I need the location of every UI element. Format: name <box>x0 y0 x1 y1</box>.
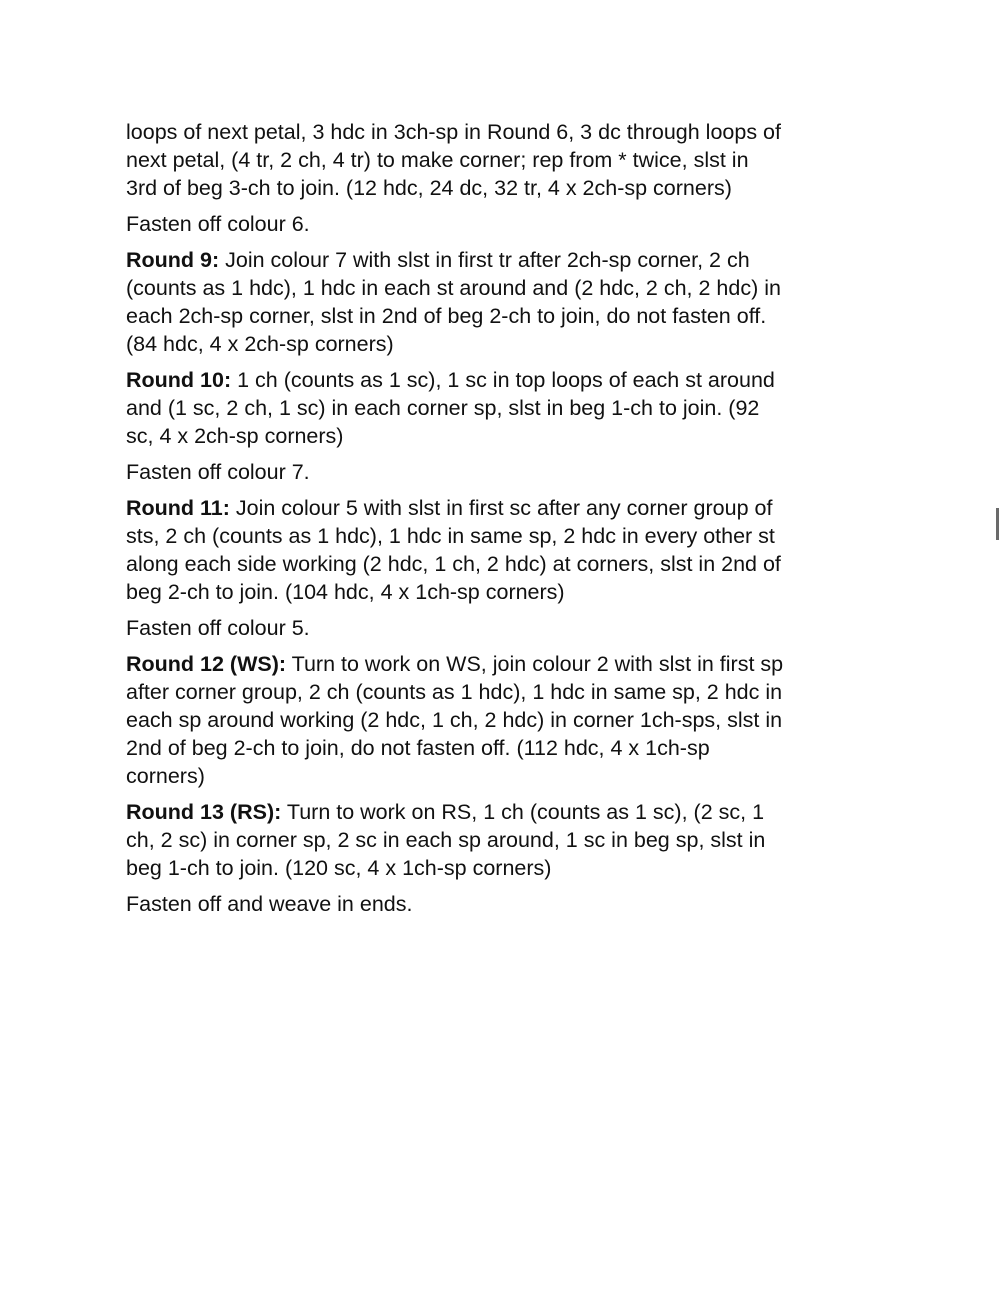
paragraph-round-13 <box>126 798 886 882</box>
paragraph-round-12 <box>126 650 886 790</box>
paragraph-fasten-off-colour-6 <box>126 210 886 238</box>
paragraph-text: Fasten off colour 5. <box>126 616 310 640</box>
paragraph-text: Turn to work on RS, 1 ch (counts as 1 sc), (2 sc, 1 ch, 2 sc) in corner sp, 2 sc in each sp around, 1 sc in beg sp, slst in beg 1-ch to join. (120 sc, 4 x 1ch-sp corners) <box>126 800 766 880</box>
paragraph-round-8-continued <box>126 118 886 202</box>
paragraph-text: 1 ch (counts as 1 sc), 1 sc in top loops of each st around and (1 sc, 2 ch, 1 sc) in each corner sp, slst in beg 1-ch to join. (92 sc, 4 x 2ch-sp corners) <box>126 368 775 448</box>
paragraph-text: Fasten off and weave in ends. <box>126 892 413 916</box>
paragraph-fasten-off-colour-7 <box>126 458 886 486</box>
paragraph-fasten-off-final <box>126 890 886 918</box>
paragraph-text: loops of next petal, 3 hdc in 3ch-sp in Round 6, 3 dc through loops of next petal, (4 tr, 2 ch, 4 tr) to make corner; rep from * twice, slst in 3rd of beg 3-ch to join. (12 hdc, 24 dc, 32 tr, 4 x 2ch-sp corners) <box>126 120 781 200</box>
paragraph-fasten-off-colour-5 <box>126 614 886 642</box>
paragraph-text: Turn to work on WS, join colour 2 with slst in first sp after corner group, 2 ch (counts as 1 hdc), 1 hdc in same sp, 2 hdc in each sp around working (2 hdc, 1 ch, 2 hdc) in corner 1ch-sps, slst in 2nd of beg 2-ch to join, do not fasten off. (112 hdc, 4 x 1ch-sp corners) <box>126 652 784 788</box>
pattern-instructions <box>126 118 886 926</box>
paragraph-round-11 <box>126 494 886 606</box>
paragraph-text: Fasten off colour 7. <box>126 460 310 484</box>
paragraph-text: Join colour 7 with slst in first tr after 2ch-sp corner, 2 ch (counts as 1 hdc), 1 hdc in each st around and (2 hdc, 2 ch, 2 hdc) in each 2ch-sp corner, slst in 2nd of beg 2-ch to join, do not fasten off. (84 hdc, 4 x 2ch-sp corners) <box>126 248 781 356</box>
paragraph-round-9 <box>126 246 886 358</box>
paragraph-text: Join colour 5 with slst in first sc after any corner group of sts, 2 ch (counts as 1 hdc), 1 hdc in same sp, 2 hdc in every other st along each side working (2 hdc, 1 ch, 2 hdc) at corners, slst in 2nd of beg 2-ch to join. (104 hdc, 4 x 1ch-sp corners) <box>126 496 781 604</box>
paragraph-round-10 <box>126 366 886 450</box>
round-12-label: Round 12 (WS): <box>126 652 287 676</box>
round-9-label: Round 9: <box>126 248 220 272</box>
round-13-label: Round 13 (RS): <box>126 800 282 824</box>
round-10-label: Round 10: <box>126 368 232 392</box>
paragraph-text: Fasten off colour 6. <box>126 212 310 236</box>
round-11-label: Round 11: <box>126 496 230 520</box>
